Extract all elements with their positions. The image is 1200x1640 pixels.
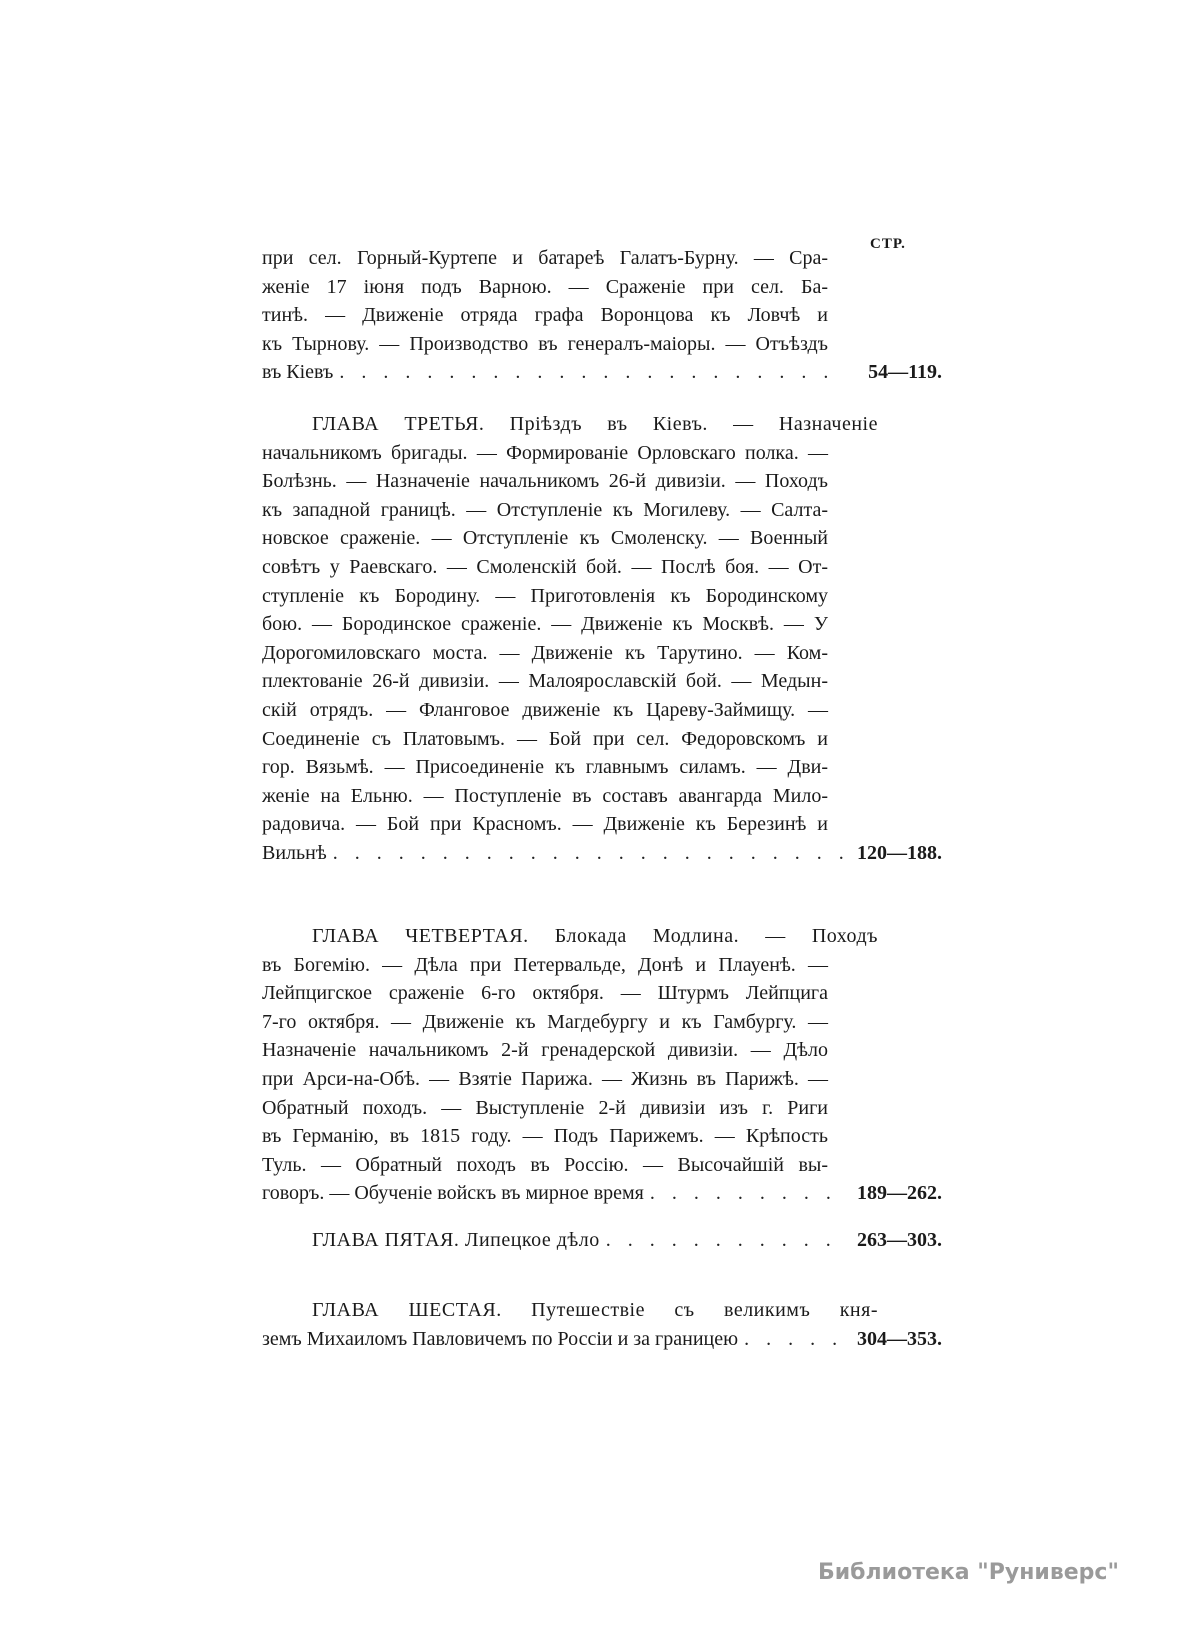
toc-line: къ западной границѣ. — Отступленіе къ Могилеву. — Салта- bbox=[262, 498, 828, 521]
toc-entry-chapter-4 bbox=[262, 922, 942, 1208]
toc-entry-chapter-3 bbox=[262, 410, 942, 868]
page-range: 54—119. bbox=[868, 361, 942, 384]
page-range: 263—303. bbox=[857, 1229, 942, 1251]
toc-entry-chapter-2-continued bbox=[262, 244, 942, 387]
toc-line: къ Тырнову. — Производство въ генералъ-маіоры. — Отъѣздъ bbox=[262, 332, 828, 355]
page-range: 120—188. bbox=[857, 841, 942, 864]
toc-line: скій отрядъ. — Фланговое движеніе къ Цареву-Займищу. — bbox=[262, 698, 828, 721]
toc-line: тинѣ. — Движеніе отряда графа Воронцова къ Ловчѣ и bbox=[262, 304, 828, 327]
toc-line: при Арси-на-Обѣ. — Взятіе Парижа. — Жизнь въ Парижѣ. — bbox=[262, 1067, 828, 1090]
toc-line: женіе на Ельню. — Поступленіе въ составъ авангарда Мило- bbox=[262, 784, 828, 807]
toc-line: плектованіе 26-й дивизіи. — Малоярославскій бой. — Медын- bbox=[262, 670, 828, 693]
toc-line: при сел. Горный-Куртепе и батареѣ Галатъ-Бурну. — Сра- bbox=[262, 247, 828, 269]
toc-line: начальникомъ бригады. — Формированіе Орловскаго полка. — bbox=[262, 441, 828, 464]
page-range: 189—262. bbox=[857, 1182, 942, 1205]
toc-last-line: земъ Михаиломъ Павловичемъ по Россіи и за границею . . . 304—353. bbox=[262, 1325, 942, 1354]
toc-last-line: ГЛАВА ПЯТАЯ. Липецкое дѣло . . . 263—303. bbox=[262, 1226, 942, 1255]
toc-entry-chapter-6 bbox=[262, 1296, 942, 1353]
toc-last-line: въ Кіевъ . . . 54—119. bbox=[262, 358, 942, 387]
toc-last-line: говоръ. — Обученіе войскъ въ мирное время . . . 189—262. bbox=[262, 1179, 942, 1208]
dot-leader bbox=[333, 358, 846, 387]
toc-line: ГЛАВА ЧЕТВЕРТАЯ. Блокада Модлина. — Походъ bbox=[312, 925, 878, 947]
toc-line: Соединеніе съ Платовымъ. — Бой при сел. Федоровскомъ и bbox=[262, 727, 828, 750]
toc-line: Обратный походъ. — Выступленіе 2-й дивизіи изъ г. Риги bbox=[262, 1096, 828, 1119]
toc-last-line: Вильнѣ . . . 120—188. bbox=[262, 839, 942, 868]
toc-line: новское сраженіе. — Отступленіе къ Смоленску. — Военный bbox=[262, 527, 828, 550]
toc-line: ГЛАВА ШЕСТАЯ. Путешествіе съ великимъ кня- bbox=[312, 1299, 878, 1321]
page-range: 304—353. bbox=[857, 1327, 942, 1350]
library-watermark: Библиотека "Руниверс" bbox=[818, 1560, 1119, 1585]
dot-leader bbox=[327, 839, 846, 868]
toc-line: совѣтъ у Раевскаго. — Смоленскій бой. — Послѣ боя. — От- bbox=[262, 555, 828, 578]
page-column-header: СТР. bbox=[870, 236, 906, 252]
toc-line: Назначеніе начальникомъ 2-й гренадерской дивизіи. — Дѣло bbox=[262, 1039, 828, 1062]
toc-line: въ Германію, въ 1815 году. — Подъ Парижемъ. — Крѣпость bbox=[262, 1125, 828, 1148]
toc-line: Лейпцигское сраженіе 6-го октября. — Штурмъ Лейпцига bbox=[262, 982, 828, 1005]
dot-leader bbox=[644, 1179, 846, 1208]
toc-line: женіе 17 іюня подъ Варною. — Сраженіе при сел. Ба- bbox=[262, 275, 828, 298]
toc-line: Туль. — Обратный походъ въ Россію. — Высочайшій вы- bbox=[262, 1153, 828, 1176]
toc-line: бою. — Бородинское сраженіе. — Движеніе къ Москвѣ. — У bbox=[262, 613, 828, 636]
toc-line: 7-го октября. — Движеніе къ Магдебургу и къ Гамбургу. — bbox=[262, 1010, 828, 1033]
toc-line: ГЛАВА ТРЕТЬЯ. Пріѣздъ въ Кіевъ. — Назначеніе bbox=[312, 413, 878, 435]
toc-line: въ Богемію. — Дѣла при Петервальде, Донѣ и Плауенѣ. — bbox=[262, 953, 828, 976]
dot-leader bbox=[738, 1325, 846, 1354]
toc-entry-chapter-5 bbox=[262, 1226, 942, 1255]
toc-line: ступленіе къ Бородину. — Приготовленія къ Бородинскому bbox=[262, 584, 828, 607]
toc-line: радовича. — Бой при Красномъ. — Движеніе къ Березинѣ и bbox=[262, 813, 828, 836]
toc-line: гор. Вязьмѣ. — Присоединеніе къ главнымъ силамъ. — Дви- bbox=[262, 756, 828, 779]
toc-line: Болѣзнь. — Назначеніе начальникомъ 26-й дивизіи. — Походъ bbox=[262, 470, 828, 493]
toc-line: Дорогомиловскаго моста. — Движеніе къ Тарутино. — Ком- bbox=[262, 641, 828, 664]
dot-leader bbox=[600, 1226, 846, 1255]
